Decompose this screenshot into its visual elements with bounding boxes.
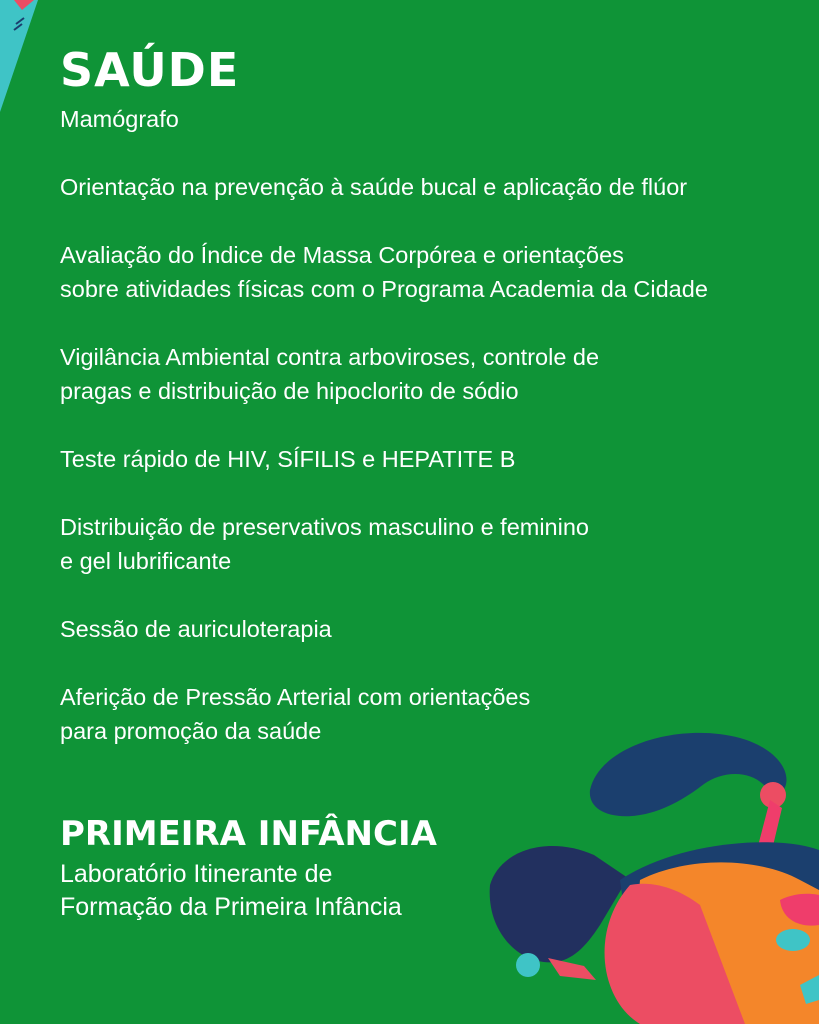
list-item: Orientação na prevenção à saúde bucal e aplicação de flúor bbox=[60, 174, 688, 200]
list-item: Mamógrafo bbox=[60, 106, 179, 132]
list-item: Teste rápido de HIV, SÍFILIS e HEPATITE B bbox=[60, 446, 516, 472]
saude-title: SAÚDE bbox=[60, 43, 240, 97]
primeira-infancia-section bbox=[60, 810, 520, 924]
list-item: Avaliação do Índice de Massa Corpórea e orientações sobre atividades físicas com o Programa Academia da Cidade bbox=[60, 242, 708, 302]
primeira-infancia-title: PRIMEIRA INFÂNCIA bbox=[60, 814, 437, 854]
list-item: Vigilância Ambiental contra arboviroses, controle de pragas e distribuição de hipoclorito de sódio bbox=[60, 344, 600, 404]
saude-list bbox=[60, 102, 810, 748]
primeira-infancia-text: Laboratório Itinerante de Formação da Primeira Infância bbox=[60, 860, 402, 921]
list-item: Sessão de auriculoterapia bbox=[60, 616, 332, 642]
list-item: Aferição de Pressão Arterial com orientações para promoção da saúde bbox=[60, 684, 531, 744]
saude-section bbox=[60, 42, 810, 748]
list-item: Distribuição de preservativos masculino e feminino e gel lubrificante bbox=[60, 514, 589, 574]
